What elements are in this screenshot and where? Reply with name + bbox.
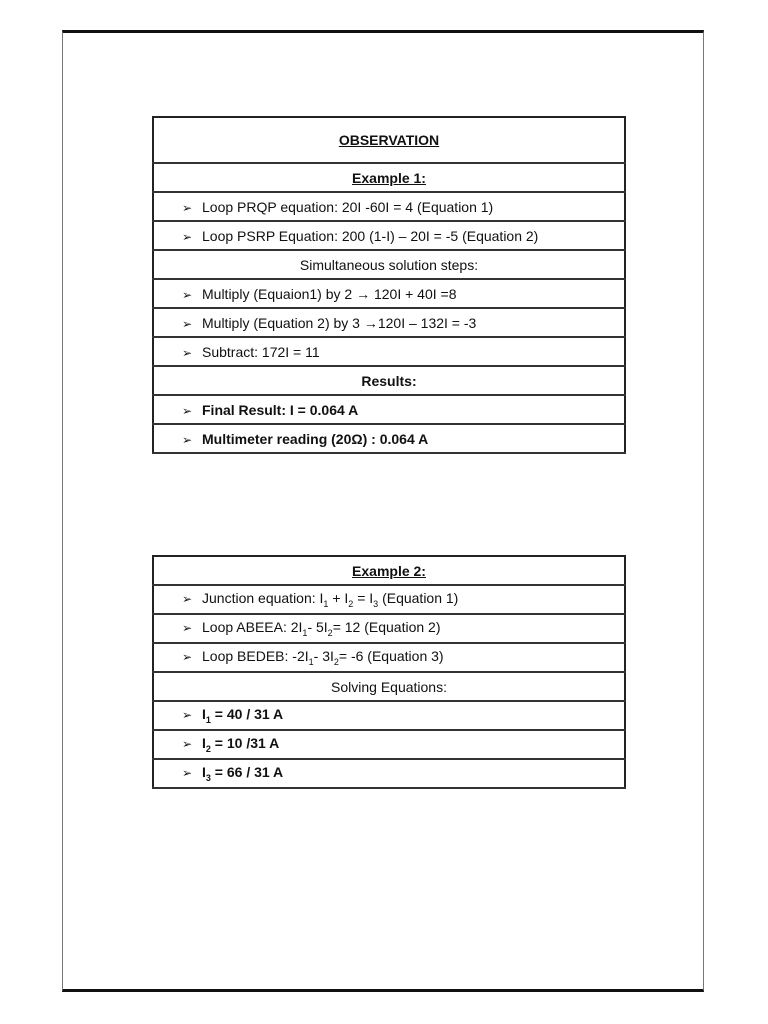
example1-table [152, 116, 626, 454]
bullet-arrow-icon: ➢ [182, 650, 193, 665]
final-result-row: ➢ Final Result: I = 0.064 A [153, 395, 625, 424]
solving-heading: Solving Equations: [153, 672, 625, 701]
bullet-arrow-icon: ➢ [182, 766, 193, 781]
bullet-arrow-icon: ➢ [182, 708, 193, 723]
i3-result-row: ➢ $I_3 = 66 / 31$ A [153, 759, 625, 788]
bullet-arrow-icon: ➢ [182, 200, 193, 215]
multimeter-reading-row: ➢ Multimeter reading (20Ω) : 0.064 A [153, 424, 625, 453]
i1-result-row: ➢ $I_1 = 40 / 31$ A [153, 701, 625, 730]
example2-heading: Example 2: [153, 556, 625, 585]
example1-heading: Example 1: [153, 163, 625, 192]
step-multiply-eq2: ➢ Multiply (Equation 2) by 3 →120I – 132I = -3 [153, 308, 625, 337]
bullet-arrow-icon: ➢ [182, 287, 193, 302]
loop-psrp-row: ➢ Loop PSRP Equation: 200 (1-I) – 20I = -5 (Equation 2) [153, 221, 625, 250]
bullet-arrow-icon: ➢ [182, 229, 193, 244]
i2-result-row: ➢ $I_2 = 10$ /31 A [153, 730, 625, 759]
bullet-arrow-icon: ➢ [182, 592, 193, 607]
steps-heading: Simultaneous solution steps: [153, 250, 625, 279]
bullet-arrow-icon: ➢ [182, 621, 193, 636]
loop-abeea-row: ➢ Loop ABEEA: $2I_1-$ $5I_2= 12$ (Equation 2) [153, 614, 625, 643]
step-subtract: ➢ Subtract: 172I = 11 [153, 337, 625, 366]
results-heading: Results: [153, 366, 625, 395]
bullet-arrow-icon: ➢ [182, 345, 193, 360]
bullet-arrow-icon: ➢ [182, 432, 193, 447]
bullet-arrow-icon: ➢ [182, 316, 193, 331]
junction-equation-row: ➢ Junction equation: $I_1 + I_2 = I_3$ (Equation 1) [153, 585, 625, 614]
bullet-arrow-icon: ➢ [182, 737, 193, 752]
observation-title: OBSERVATION [153, 117, 625, 163]
loop-prqp-row: ➢ Loop PRQP equation: 20I -60I = 4 (Equation 1) [153, 192, 625, 221]
loop-bedeb-row: ➢ Loop BEDEB: $-2I_1-$ $3I_2= -6$ (Equation 3) [153, 643, 625, 672]
bullet-arrow-icon: ➢ [182, 403, 193, 418]
step-multiply-eq1: ➢ Multiply (Equaion1) by 2 → 120I + 40I =8 [153, 279, 625, 308]
example2-table [152, 555, 626, 789]
